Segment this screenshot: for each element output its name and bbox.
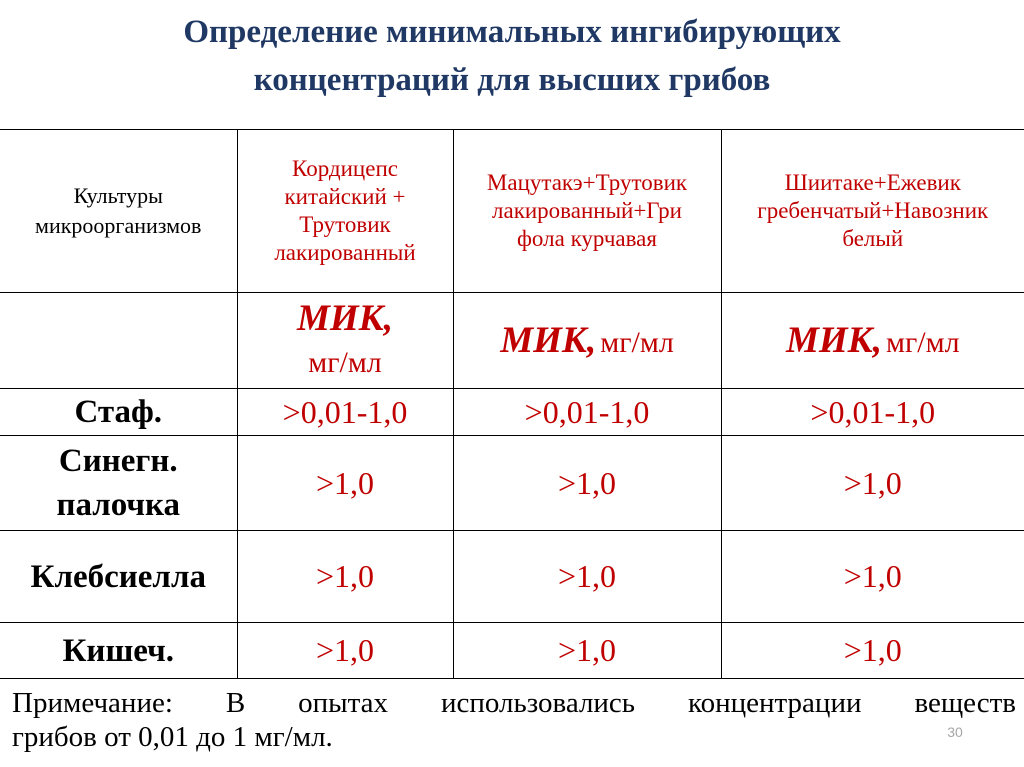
value-cell: >1,0: [237, 531, 453, 623]
header-row: [0, 130, 1024, 293]
header-sample-line: лакированный: [274, 240, 416, 265]
footnote-line-2: грибов от 0,01 до 1 мг/мл.: [12, 721, 333, 753]
row-label-klebsiella: [0, 531, 237, 623]
page-number: 30: [947, 724, 963, 740]
row-label-ecoli: [0, 623, 237, 679]
units-cell-1: [237, 293, 453, 389]
value-cell: >1,0: [453, 623, 721, 679]
value-cell: >1,0: [721, 623, 1024, 679]
header-cell-sample-2: [453, 130, 721, 293]
units-row: [0, 293, 1024, 389]
table-row: [0, 531, 1024, 623]
header-sample-line: фола курчавая: [517, 226, 657, 251]
mik-label: МИК,: [785, 320, 882, 361]
table-row: [0, 436, 1024, 531]
header-cultures-line: Культуры: [73, 183, 163, 208]
header-cell-sample-1: [237, 130, 453, 293]
unit-label: мг/мл: [885, 326, 960, 359]
unit-label: мг/мл: [308, 345, 382, 379]
value-cell: >0,01-1,0: [721, 389, 1024, 436]
header-cell-sample-3: [721, 130, 1024, 293]
value-cell: >1,0: [453, 531, 721, 623]
table-row: [0, 623, 1024, 679]
value-cell: >1,0: [237, 436, 453, 531]
table-row: [0, 389, 1024, 436]
header-sample-line: Кордицепс: [292, 156, 398, 181]
row-label-staph: [0, 389, 237, 436]
title-line-2: концентраций для высших грибов: [253, 62, 771, 98]
value-cell: >0,01-1,0: [453, 389, 721, 436]
footnote-line-1: Примечание: В опытах использовались концентрации веществ: [12, 687, 1016, 719]
row-label-pseudomonas: [0, 436, 237, 531]
header-cell-cultures: [0, 130, 237, 293]
row-label-line: палочка: [56, 487, 181, 523]
header-sample-line: гребенчатый+Навозник: [757, 198, 989, 223]
value-cell: >1,0: [721, 436, 1024, 531]
units-cell-empty: [0, 293, 237, 389]
header-sample-line: Трутовик: [299, 212, 391, 237]
header-cultures-line: микроорганизмов: [35, 213, 202, 238]
units-cell-3: [721, 293, 1024, 389]
row-label-line: Клебсиелла: [30, 558, 206, 595]
value-cell: >1,0: [453, 436, 721, 531]
mik-label: МИК,: [500, 320, 597, 361]
header-sample-line: лакированный+Гри: [492, 198, 682, 223]
row-label-line: Кишеч.: [62, 632, 174, 669]
title-line-1: Определение минимальных ингибирующих: [183, 14, 841, 50]
unit-label: мг/мл: [600, 326, 674, 359]
value-cell: >1,0: [721, 531, 1024, 623]
row-label-line: Синегн.: [58, 443, 178, 479]
value-cell: >1,0: [237, 623, 453, 679]
value-cell: >0,01-1,0: [237, 389, 453, 436]
mik-label: МИК,: [296, 297, 394, 339]
page-title: [0, 8, 1024, 104]
row-label-line: Стаф.: [74, 394, 163, 430]
header-sample-line: Мацутакэ+Трутовик: [486, 170, 688, 195]
header-sample-line: китайский +: [284, 184, 406, 209]
footnote: [12, 686, 1016, 754]
header-sample-line: белый: [842, 226, 904, 251]
units-cell-2: [453, 293, 721, 389]
header-sample-line: Шиитаке+Ежевик: [784, 170, 961, 195]
mic-table: [0, 129, 1024, 679]
